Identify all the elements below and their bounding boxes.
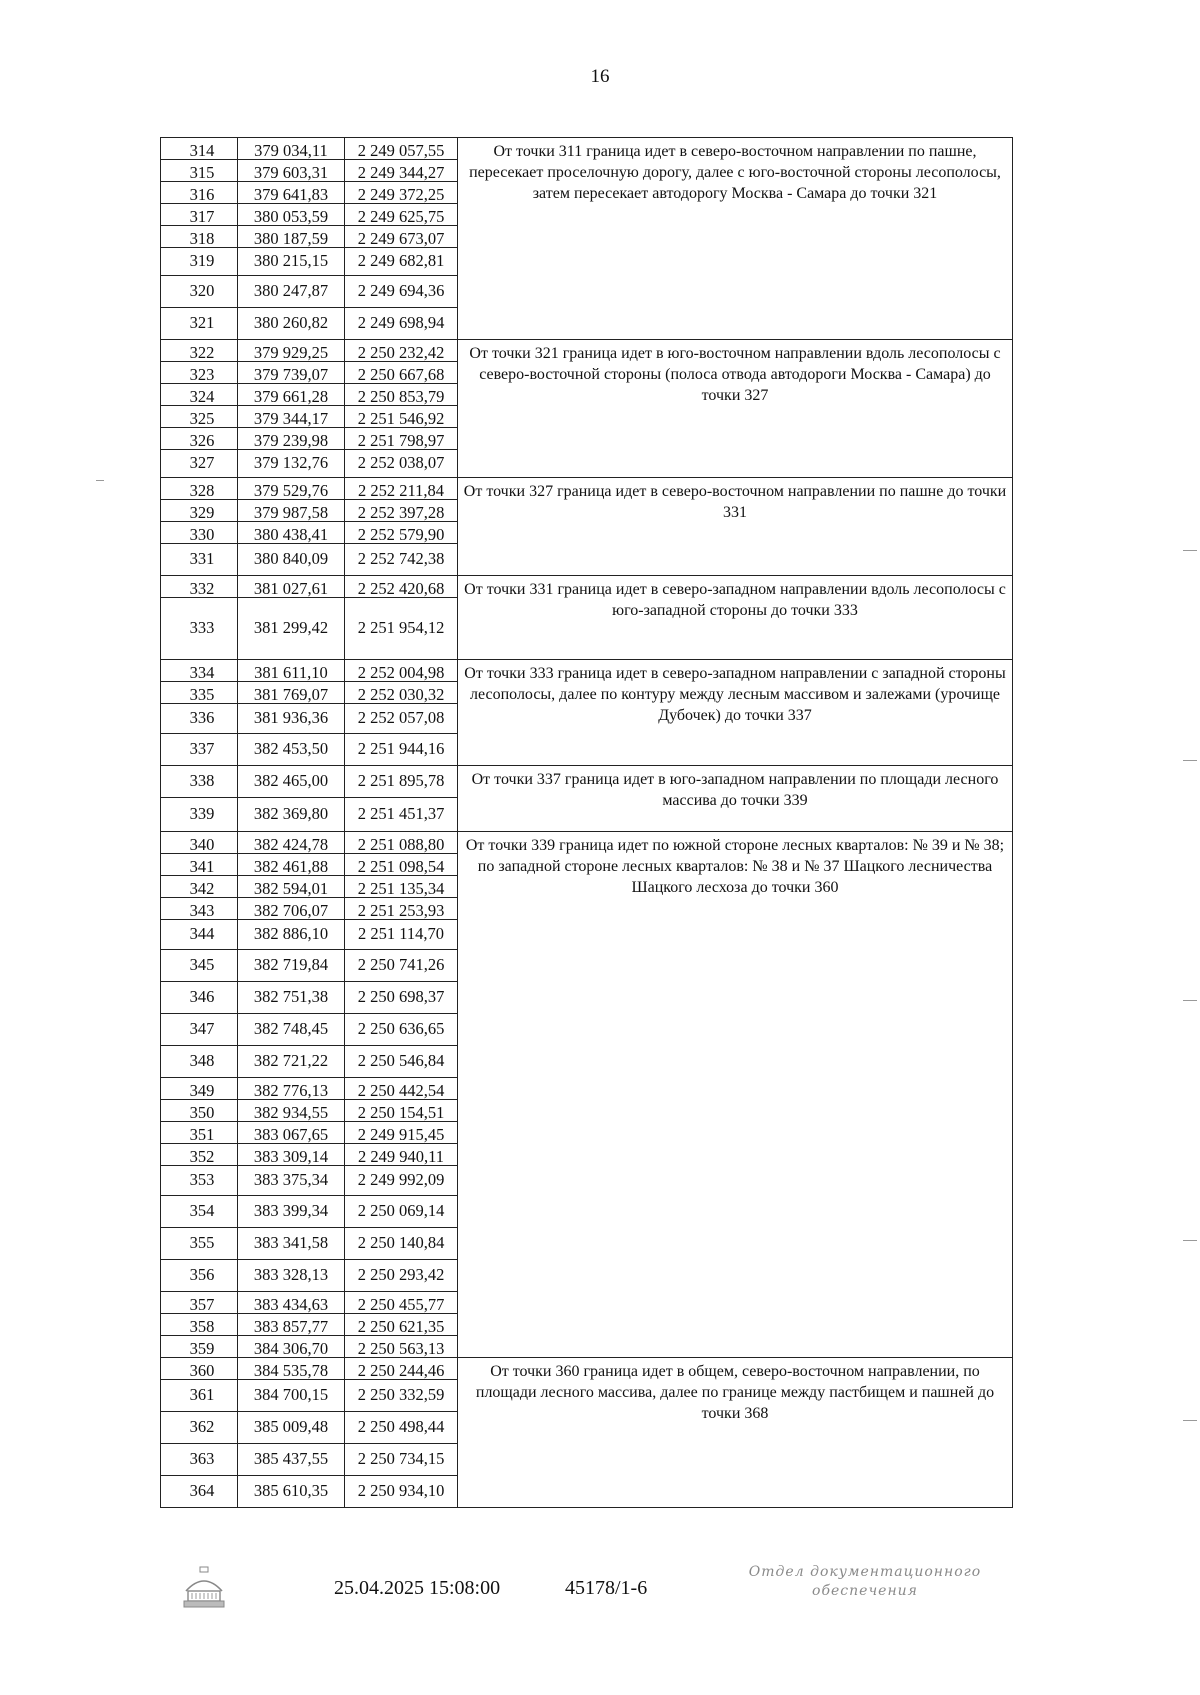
point-number: 324 [161, 384, 238, 406]
coordinate-x: 384 700,15 [238, 1380, 345, 1412]
coordinate-x: 382 706,07 [238, 898, 345, 920]
point-number: 326 [161, 428, 238, 450]
coordinate-x: 382 424,78 [238, 832, 345, 854]
coordinate-x: 379 529,76 [238, 478, 345, 500]
coordinate-x: 379 239,98 [238, 428, 345, 450]
point-number: 338 [161, 766, 238, 798]
point-number: 322 [161, 340, 238, 362]
coordinate-x: 379 034,11 [238, 138, 345, 160]
coordinate-x: 382 465,00 [238, 766, 345, 798]
coordinate-x: 383 341,58 [238, 1228, 345, 1260]
table-row [161, 478, 1013, 500]
point-number: 339 [161, 798, 238, 832]
scan-edge-mark [1183, 1240, 1197, 1241]
scan-edge-mark [1183, 1000, 1197, 1001]
coordinate-x: 384 535,78 [238, 1358, 345, 1380]
point-number: 325 [161, 406, 238, 428]
coordinate-x: 382 748,45 [238, 1014, 345, 1046]
coordinate-y: 2 251 135,34 [345, 876, 458, 898]
coordinate-y: 2 249 057,55 [345, 138, 458, 160]
point-number: 314 [161, 138, 238, 160]
table-row [161, 660, 1013, 682]
coordinate-y: 2 251 088,80 [345, 832, 458, 854]
coordinate-y: 2 252 030,32 [345, 682, 458, 704]
point-number: 349 [161, 1078, 238, 1100]
coordinate-x: 379 739,07 [238, 362, 345, 384]
coordinate-y: 2 250 293,42 [345, 1260, 458, 1292]
coordinate-y: 2 249 992,09 [345, 1166, 458, 1196]
boundary-description: От точки 337 граница идет в юго-западном направлении по площади лесного массива до точки 339 [458, 766, 1013, 832]
point-number: 358 [161, 1314, 238, 1336]
boundary-description: От точки 333 граница идет в северо-западном направлении с западной стороны лесополосы, далее по контуру между лесным массивом и залежами (урочище Дубочек) до точки 337 [458, 660, 1013, 766]
footer-datetime: 25.04.2025 15:08:00 [334, 1577, 501, 1599]
coordinate-y: 2 251 451,37 [345, 798, 458, 832]
coordinate-x: 381 611,10 [238, 660, 345, 682]
coordinate-y: 2 249 698,94 [345, 308, 458, 340]
scan-edge-mark [1183, 760, 1197, 761]
table-row [161, 340, 1013, 362]
table-row [161, 1358, 1013, 1380]
coordinate-y: 2 249 682,81 [345, 248, 458, 276]
coordinate-x: 382 751,38 [238, 982, 345, 1014]
coordinate-y: 2 249 915,45 [345, 1122, 458, 1144]
coordinate-x: 382 886,10 [238, 920, 345, 950]
coordinate-y: 2 249 694,36 [345, 276, 458, 308]
coordinate-y: 2 251 546,92 [345, 406, 458, 428]
point-number: 351 [161, 1122, 238, 1144]
boundary-description: От точки 321 граница идет в юго-восточном направлении вдоль лесополосы с северо-восточной стороны (полоса отвода автодороги Москва - Самара) до точки 327 [458, 340, 1013, 478]
coordinate-y: 2 250 332,59 [345, 1380, 458, 1412]
coordinate-x: 379 132,76 [238, 450, 345, 478]
coordinate-y: 2 250 667,68 [345, 362, 458, 384]
coordinate-y: 2 250 546,84 [345, 1046, 458, 1078]
point-number: 319 [161, 248, 238, 276]
coordinate-y: 2 250 853,79 [345, 384, 458, 406]
coordinate-y: 2 252 397,28 [345, 500, 458, 522]
coordinate-x: 379 641,83 [238, 182, 345, 204]
coordinate-x: 383 328,13 [238, 1260, 345, 1292]
coordinate-x: 379 603,31 [238, 160, 345, 182]
coordinate-y: 2 251 944,16 [345, 734, 458, 766]
coordinate-x: 383 067,65 [238, 1122, 345, 1144]
coordinate-y: 2 251 798,97 [345, 428, 458, 450]
boundary-description: От точки 339 граница идет по южной стороне лесных кварталов: № 39 и № 38; по западной стороне лесных кварталов: № 38 и № 37 Шацкого лесничества Шацкого лесхоза до точки 360 [458, 832, 1013, 1358]
coordinate-x: 382 594,01 [238, 876, 345, 898]
table-row [161, 576, 1013, 598]
point-number: 327 [161, 450, 238, 478]
coordinate-y: 2 250 621,35 [345, 1314, 458, 1336]
coordinate-x: 380 438,41 [238, 522, 345, 544]
point-number: 330 [161, 522, 238, 544]
coordinate-y: 2 250 140,84 [345, 1228, 458, 1260]
point-number: 355 [161, 1228, 238, 1260]
boundary-description: От точки 327 граница идет в северо-восточном направлении по пашне до точки 331 [458, 478, 1013, 576]
boundary-description: От точки 331 граница идет в северо-западном направлении вдоль лесополосы с юго-западной стороны до точки 333 [458, 576, 1013, 660]
coordinate-y: 2 249 344,27 [345, 160, 458, 182]
coordinate-y: 2 250 069,14 [345, 1196, 458, 1228]
point-number: 348 [161, 1046, 238, 1078]
organization-emblem-icon [180, 1565, 228, 1611]
coordinate-x: 381 299,42 [238, 598, 345, 660]
coordinate-x: 382 934,55 [238, 1100, 345, 1122]
coordinate-y: 2 249 372,25 [345, 182, 458, 204]
coordinate-x: 379 344,17 [238, 406, 345, 428]
boundary-description: От точки 360 граница идет в общем, северо-восточном направлении, по площади лесного массива, далее по границе между пастбищем и пашней до точки 368 [458, 1358, 1013, 1508]
point-number: 329 [161, 500, 238, 522]
boundary-description: От точки 311 граница идет в северо-восточном направлении по пашне, пересекает проселочную дорогу, далее с юго-восточной стороны лесополосы, затем пересекает автодорогу Москва - Самара до точки 321 [458, 138, 1013, 340]
coordinate-y: 2 251 954,12 [345, 598, 458, 660]
point-number: 335 [161, 682, 238, 704]
coordinate-y: 2 251 253,93 [345, 898, 458, 920]
coordinate-y: 2 249 625,75 [345, 204, 458, 226]
coordinate-y: 2 250 244,46 [345, 1358, 458, 1380]
point-number: 336 [161, 704, 238, 734]
coordinate-y: 2 252 004,98 [345, 660, 458, 682]
coordinate-y: 2 252 579,90 [345, 522, 458, 544]
point-number: 337 [161, 734, 238, 766]
coordinate-x: 379 987,58 [238, 500, 345, 522]
coordinate-x: 382 453,50 [238, 734, 345, 766]
coordinate-x: 381 769,07 [238, 682, 345, 704]
coordinate-y: 2 251 098,54 [345, 854, 458, 876]
coordinate-x: 379 661,28 [238, 384, 345, 406]
table-row [161, 832, 1013, 854]
point-number: 359 [161, 1336, 238, 1358]
point-number: 331 [161, 544, 238, 576]
coordinate-y: 2 250 442,54 [345, 1078, 458, 1100]
point-number: 333 [161, 598, 238, 660]
coordinate-x: 381 027,61 [238, 576, 345, 598]
point-number: 323 [161, 362, 238, 384]
coordinate-x: 382 776,13 [238, 1078, 345, 1100]
point-number: 350 [161, 1100, 238, 1122]
coordinate-x: 382 721,22 [238, 1046, 345, 1078]
point-number: 321 [161, 308, 238, 340]
coordinate-x: 382 461,88 [238, 854, 345, 876]
point-number: 332 [161, 576, 238, 598]
table-row [161, 138, 1013, 160]
coordinate-y: 2 252 742,38 [345, 544, 458, 576]
coordinate-x: 384 306,70 [238, 1336, 345, 1358]
point-number: 357 [161, 1292, 238, 1314]
coordinate-x: 383 434,63 [238, 1292, 345, 1314]
coordinate-y: 2 252 057,08 [345, 704, 458, 734]
point-number: 342 [161, 876, 238, 898]
coordinate-x: 380 215,15 [238, 248, 345, 276]
point-number: 334 [161, 660, 238, 682]
page-number: 16 [590, 66, 610, 87]
coordinate-x: 380 247,87 [238, 276, 345, 308]
coordinate-x: 383 399,34 [238, 1196, 345, 1228]
coordinate-y: 2 251 895,78 [345, 766, 458, 798]
coordinate-x: 380 840,09 [238, 544, 345, 576]
scan-edge-mark [1183, 550, 1197, 551]
coordinate-y: 2 250 698,37 [345, 982, 458, 1014]
coordinate-x: 380 187,59 [238, 226, 345, 248]
point-number: 361 [161, 1380, 238, 1412]
point-number: 320 [161, 276, 238, 308]
coordinate-y: 2 250 636,65 [345, 1014, 458, 1046]
coordinates-table [160, 137, 1013, 1508]
coordinate-y: 2 250 455,77 [345, 1292, 458, 1314]
point-number: 347 [161, 1014, 238, 1046]
coordinate-x: 385 610,35 [238, 1476, 345, 1508]
coordinate-y: 2 252 420,68 [345, 576, 458, 598]
coordinate-x: 383 857,77 [238, 1314, 345, 1336]
point-number: 343 [161, 898, 238, 920]
point-number: 345 [161, 950, 238, 982]
point-number: 340 [161, 832, 238, 854]
point-number: 346 [161, 982, 238, 1014]
point-number: 363 [161, 1444, 238, 1476]
scan-edge-mark [1183, 1420, 1197, 1421]
coordinate-y: 2 250 154,51 [345, 1100, 458, 1122]
department-stamp: Отдел документационного обеспечения [748, 1564, 982, 1599]
point-number: 341 [161, 854, 238, 876]
coordinate-x: 383 375,34 [238, 1166, 345, 1196]
coordinate-y: 2 250 741,26 [345, 950, 458, 982]
coordinate-y: 2 252 038,07 [345, 450, 458, 478]
coordinate-x: 382 719,84 [238, 950, 345, 982]
coordinate-x: 380 053,59 [238, 204, 345, 226]
coordinate-y: 2 250 232,42 [345, 340, 458, 362]
point-number: 360 [161, 1358, 238, 1380]
coordinate-x: 382 369,80 [238, 798, 345, 832]
point-number: 328 [161, 478, 238, 500]
point-number: 356 [161, 1260, 238, 1292]
footer-document-id: 45178/1-6 [565, 1577, 648, 1599]
coordinate-x: 379 929,25 [238, 340, 345, 362]
point-number: 317 [161, 204, 238, 226]
point-number: 352 [161, 1144, 238, 1166]
coordinate-x: 380 260,82 [238, 308, 345, 340]
coordinate-x: 381 936,36 [238, 704, 345, 734]
coordinate-x: 385 437,55 [238, 1444, 345, 1476]
point-number: 315 [161, 160, 238, 182]
point-number: 318 [161, 226, 238, 248]
coordinate-y: 2 251 114,70 [345, 920, 458, 950]
point-number: 364 [161, 1476, 238, 1508]
table-row [161, 766, 1013, 798]
coordinate-y: 2 252 211,84 [345, 478, 458, 500]
point-number: 344 [161, 920, 238, 950]
coordinate-y: 2 250 498,44 [345, 1412, 458, 1444]
coordinate-y: 2 250 734,15 [345, 1444, 458, 1476]
point-number: 362 [161, 1412, 238, 1444]
scan-edge-mark [96, 480, 104, 481]
coordinate-y: 2 249 673,07 [345, 226, 458, 248]
point-number: 316 [161, 182, 238, 204]
coordinate-y: 2 250 934,10 [345, 1476, 458, 1508]
point-number: 353 [161, 1166, 238, 1196]
point-number: 354 [161, 1196, 238, 1228]
coordinate-y: 2 250 563,13 [345, 1336, 458, 1358]
coordinate-x: 385 009,48 [238, 1412, 345, 1444]
coordinate-x: 383 309,14 [238, 1144, 345, 1166]
coordinate-y: 2 249 940,11 [345, 1144, 458, 1166]
